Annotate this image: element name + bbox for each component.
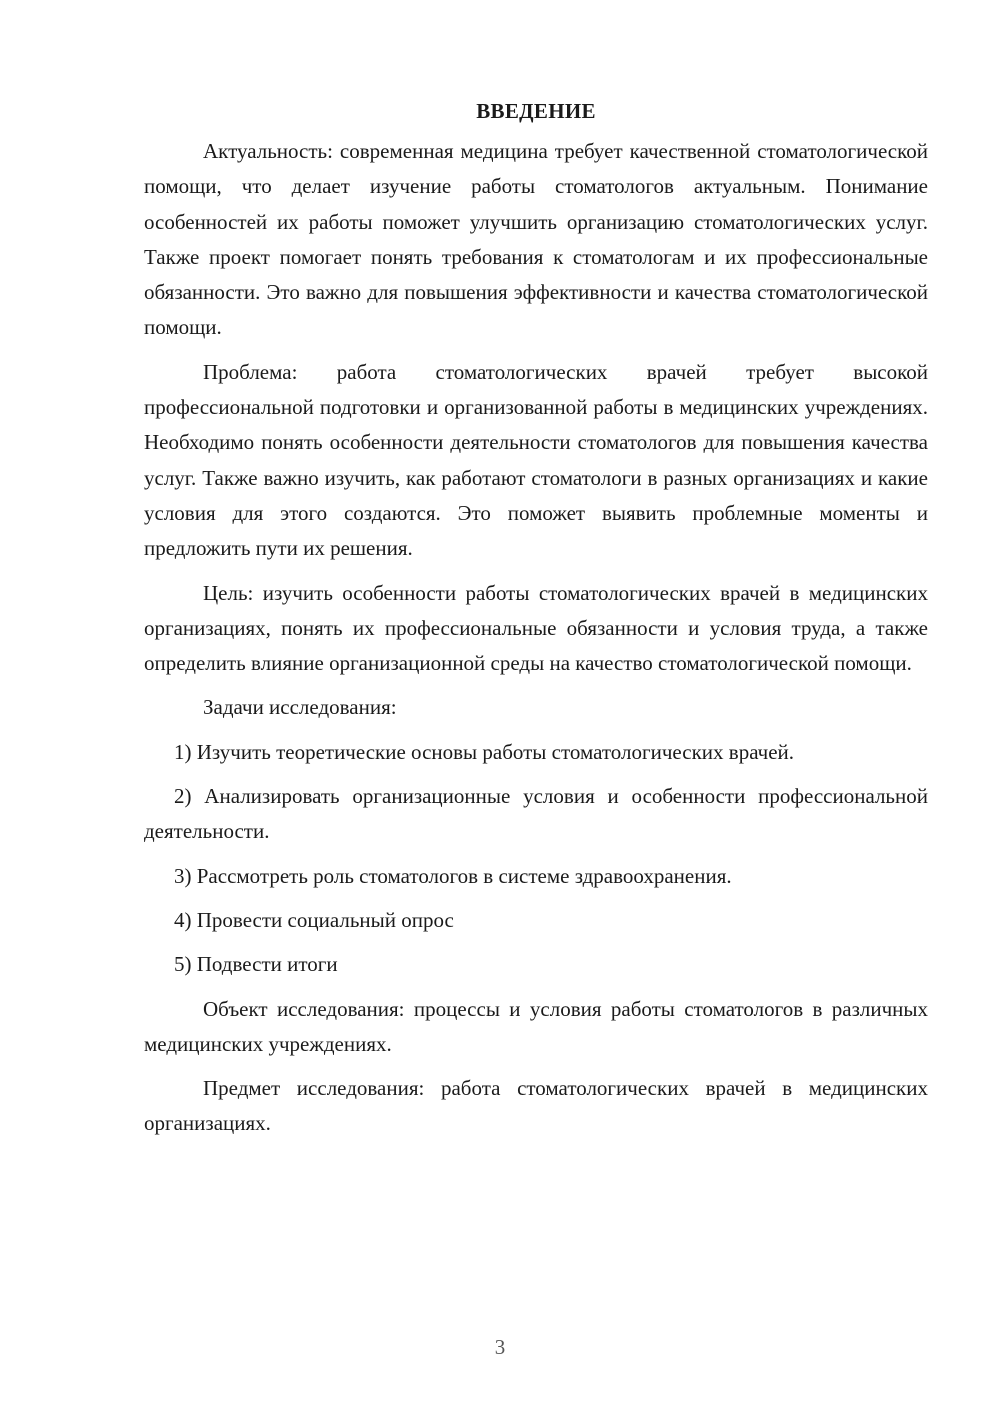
paragraph-relevance: Актуальность: современная медицина требует качественной стоматологической помощи, что делает изучение работы стоматологов актуальным. Понимание особенностей их работы поможет улучшить организацию стоматологических услуг. Также проект помогает понять требования к стоматологам и их профессиональные обязанности. Это важно для повышения эффективности и качества стоматологической помощи. [144,139,928,340]
paragraph-object: Объект исследования: процессы и условия работы стоматологов в различных медицинских учреждениях. [144,996,928,1056]
task-item-2: 2) Анализировать организационные условия и особенности профессиональной деятельности. [144,784,928,844]
section-title: ВВЕДЕНИЕ [476,99,596,123]
page-content [144,96,928,1151]
task-item-4: 4) Провести социальный опрос [174,907,454,932]
page-number: 3 [494,1335,506,1359]
paragraph-goal: Цель: изучить особенности работы стоматологических врачей в медицинских организациях, понять их профессиональные обязанности и условия труда, а также определить влияние организационной среды на качество стоматологической помощи. [144,580,928,676]
task-item-5: 5) Подвести итоги [174,952,338,977]
paragraph-subject: Предмет исследования: работа стоматологических врачей в медицинских организациях. [144,1076,928,1136]
task-item-1: 1) Изучить теоретические основы работы стоматологических врачей. [174,739,795,764]
paragraph-problem: Проблема: работа стоматологических врачей требует высокой профессиональной подготовки и организованной работы в медицинских учреждениях. Необходимо понять особенности деятельности стоматологов для повышения качества услуг. Также важно изучить, как работают стоматологи в разных организациях и какие условия для этого создаются. Это поможет выявить проблемные моменты и предложить пути их решения. [144,359,928,561]
task-item-3: 3) Рассмотреть роль стоматологов в системе здравоохранения. [174,863,732,888]
paragraph-tasks-heading: Задачи исследования: [203,695,397,720]
